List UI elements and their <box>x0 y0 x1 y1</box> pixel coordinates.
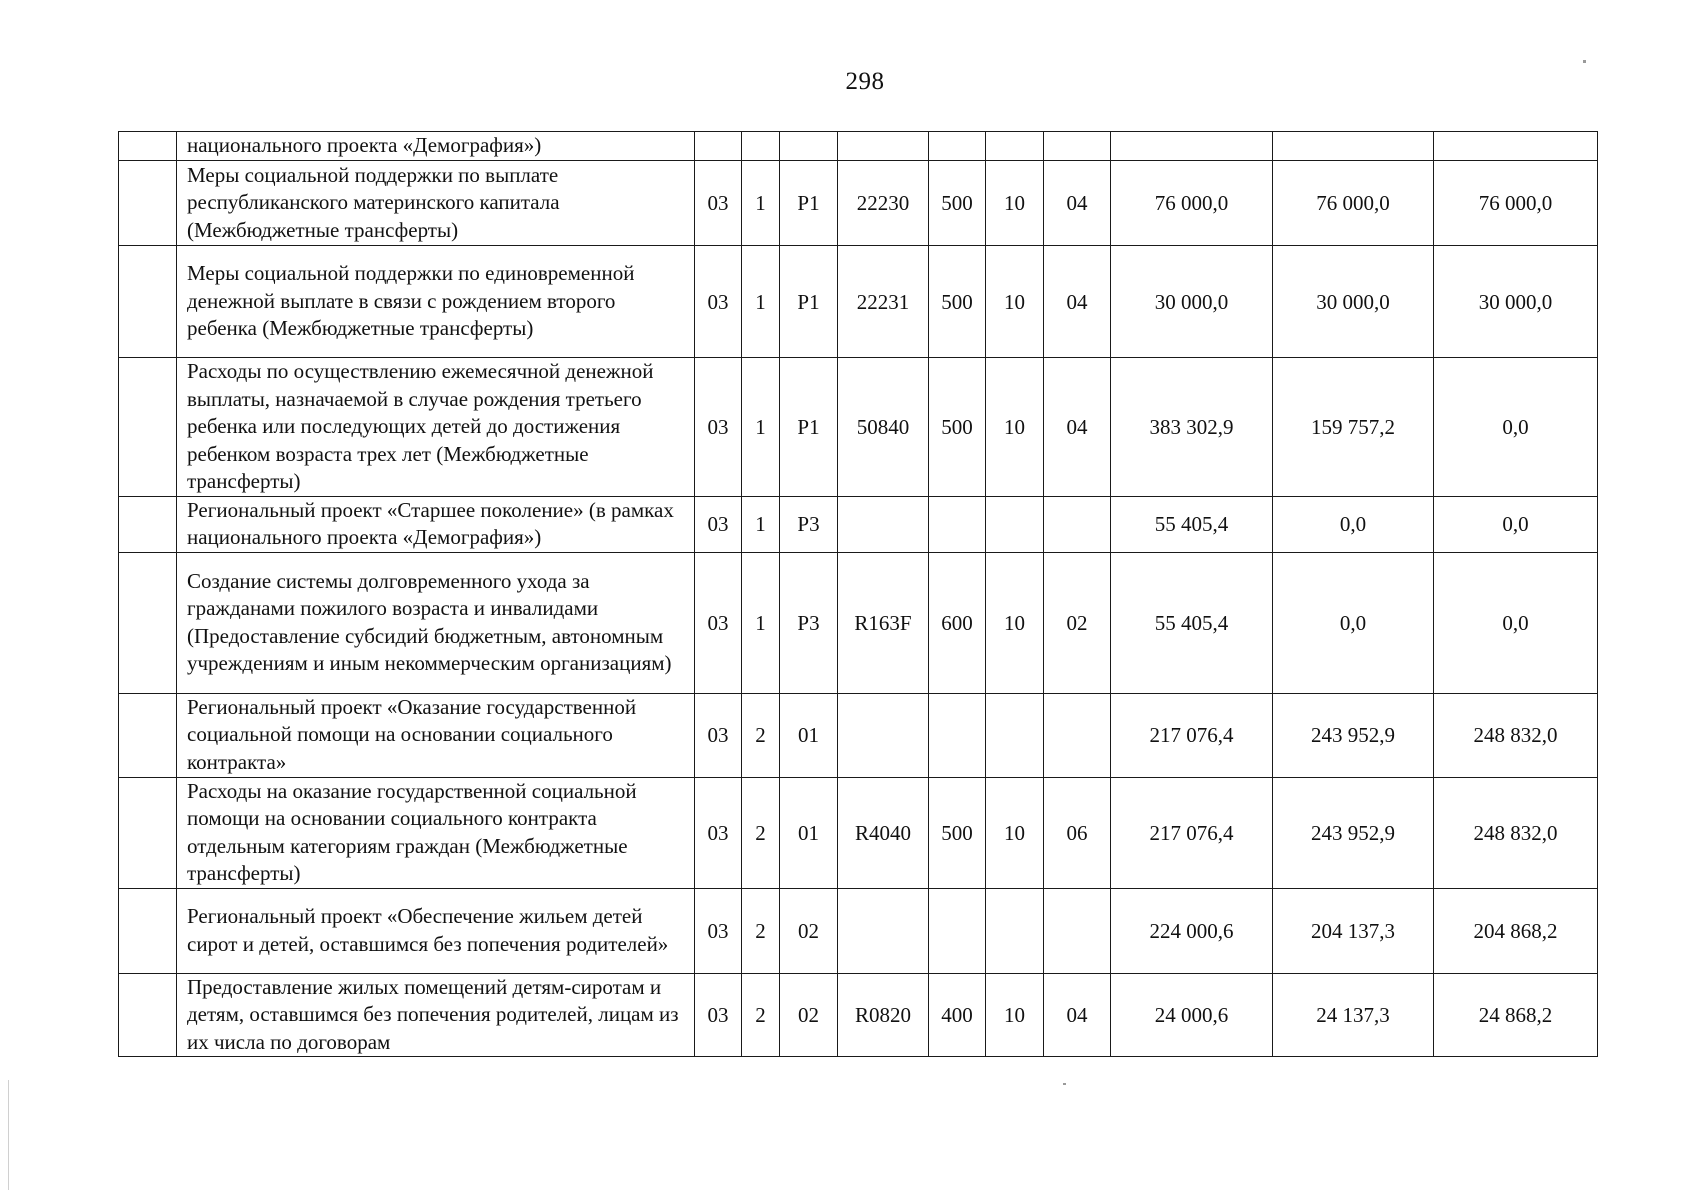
row-value-cell-c6 <box>986 888 1044 973</box>
row-value-cell-c3: 01 <box>780 777 838 888</box>
row-value-cell-v3: 76 000,0 <box>1434 161 1598 246</box>
row-value-cell-c7: 02 <box>1044 552 1111 693</box>
row-value-cell-c5: 500 <box>929 246 986 358</box>
row-value-cell-c3: P3 <box>780 552 838 693</box>
row-value-cell-c2: 1 <box>742 358 780 497</box>
row-value-cell-c3: P3 <box>780 496 838 552</box>
row-index-cell <box>119 496 177 552</box>
row-value-cell-c2: 2 <box>742 973 780 1057</box>
row-value-cell-v1: 383 302,9 <box>1111 358 1273 497</box>
row-value-cell-c4: R0820 <box>838 973 929 1057</box>
scan-speck <box>1583 60 1586 63</box>
row-value-cell-c5: 500 <box>929 777 986 888</box>
row-value-cell-c5: 400 <box>929 973 986 1057</box>
row-value-cell-c2: 1 <box>742 496 780 552</box>
row-value-cell-c2: 2 <box>742 777 780 888</box>
row-value-cell-c1: 03 <box>695 358 742 497</box>
row-value-cell-c6: 10 <box>986 358 1044 497</box>
row-index-cell <box>119 161 177 246</box>
row-index-cell <box>119 693 177 777</box>
row-value-cell-c6: 10 <box>986 777 1044 888</box>
row-value-cell-c4 <box>838 888 929 973</box>
row-value-cell-c4: 50840 <box>838 358 929 497</box>
row-value-cell-c2: 1 <box>742 552 780 693</box>
row-value-cell-c5: 600 <box>929 552 986 693</box>
row-name-cell: Меры социальной поддержки по выплате республиканского материнского капитала (Межбюджетные трансферты) <box>177 161 695 246</box>
row-value-cell-c7: 04 <box>1044 973 1111 1057</box>
row-value-cell-v2: 24 137,3 <box>1273 973 1434 1057</box>
row-value-cell-v3: 24 868,2 <box>1434 973 1598 1057</box>
row-value-cell-v2: 243 952,9 <box>1273 693 1434 777</box>
row-value-cell-v3: 0,0 <box>1434 496 1598 552</box>
row-value-cell-c2: 1 <box>742 161 780 246</box>
row-name-cell: Региональный проект «Старшее поколение» (в рамках национального проекта «Демография») <box>177 496 695 552</box>
table-row <box>119 777 1598 888</box>
row-index-cell <box>119 132 177 161</box>
row-value-cell-c3: 02 <box>780 888 838 973</box>
row-value-cell-v2: 243 952,9 <box>1273 777 1434 888</box>
row-value-cell-c2: 2 <box>742 888 780 973</box>
row-value-cell-c2 <box>742 132 780 161</box>
row-value-cell-c1: 03 <box>695 973 742 1057</box>
table-row <box>119 358 1598 497</box>
row-index-cell <box>119 552 177 693</box>
row-index-cell <box>119 973 177 1057</box>
row-value-cell-c4: R163F <box>838 552 929 693</box>
row-value-cell-c3: 02 <box>780 973 838 1057</box>
row-name-cell: Расходы по осуществлению ежемесячной денежной выплаты, назначаемой в случае рождения третьего ребенка или последующих детей до достижения ребенком возраста трех лет (Межбюджетные трансферты) <box>177 358 695 497</box>
table-row <box>119 246 1598 358</box>
row-value-cell-v3: 0,0 <box>1434 552 1598 693</box>
row-value-cell-c6: 10 <box>986 973 1044 1057</box>
row-value-cell-c4 <box>838 496 929 552</box>
table-row <box>119 888 1598 973</box>
row-value-cell-c1: 03 <box>695 693 742 777</box>
row-value-cell-c3: P1 <box>780 358 838 497</box>
row-value-cell-c6 <box>986 496 1044 552</box>
scan-edge-line <box>8 1080 9 1190</box>
row-value-cell-v2: 0,0 <box>1273 496 1434 552</box>
row-value-cell-v3: 30 000,0 <box>1434 246 1598 358</box>
row-value-cell-c7: 04 <box>1044 358 1111 497</box>
row-value-cell-c6: 10 <box>986 161 1044 246</box>
row-value-cell-v1: 55 405,4 <box>1111 552 1273 693</box>
row-value-cell-v1: 30 000,0 <box>1111 246 1273 358</box>
row-name-cell: Предоставление жилых помещений детям-сиротам и детям, оставшимся без попечения родителей, лицам из их числа по договорам <box>177 973 695 1057</box>
row-value-cell-v1: 224 000,6 <box>1111 888 1273 973</box>
scan-speck <box>1063 1083 1066 1085</box>
row-value-cell-c5: 500 <box>929 161 986 246</box>
row-value-cell-c4 <box>838 693 929 777</box>
row-name-cell: национального проекта «Демография») <box>177 132 695 161</box>
row-value-cell-c1: 03 <box>695 777 742 888</box>
row-value-cell-c5 <box>929 132 986 161</box>
row-value-cell-v2: 204 137,3 <box>1273 888 1434 973</box>
row-value-cell-c5 <box>929 693 986 777</box>
table-row <box>119 132 1598 161</box>
row-index-cell <box>119 246 177 358</box>
row-name-cell: Расходы на оказание государственной социальной помощи на основании социального контракта отдельным категориям граждан (Межбюджетные трансферты) <box>177 777 695 888</box>
row-value-cell-c6: 10 <box>986 246 1044 358</box>
row-value-cell-c6 <box>986 693 1044 777</box>
row-name-cell: Меры социальной поддержки по единовременной денежной выплате в связи с рождением второго ребенка (Межбюджетные трансферты) <box>177 246 695 358</box>
row-value-cell-v2: 159 757,2 <box>1273 358 1434 497</box>
row-value-cell-c3: 01 <box>780 693 838 777</box>
row-index-cell <box>119 777 177 888</box>
row-name-cell: Региональный проект «Обеспечение жильем детей сирот и детей, оставшимся без попечения родителей» <box>177 888 695 973</box>
row-value-cell-c5: 500 <box>929 358 986 497</box>
row-value-cell-c2: 2 <box>742 693 780 777</box>
row-value-cell-c1: 03 <box>695 552 742 693</box>
row-value-cell-c3: P1 <box>780 161 838 246</box>
row-value-cell-v1: 76 000,0 <box>1111 161 1273 246</box>
row-value-cell-c1 <box>695 132 742 161</box>
row-value-cell-c6 <box>986 132 1044 161</box>
row-value-cell-c4: 22230 <box>838 161 929 246</box>
table-row <box>119 693 1598 777</box>
row-value-cell-c3 <box>780 132 838 161</box>
row-value-cell-v1: 217 076,4 <box>1111 693 1273 777</box>
row-value-cell-v2: 30 000,0 <box>1273 246 1434 358</box>
row-value-cell-c1: 03 <box>695 161 742 246</box>
row-value-cell-c4 <box>838 132 929 161</box>
row-value-cell-v1: 55 405,4 <box>1111 496 1273 552</box>
row-name-cell: Создание системы долговременного ухода за гражданами пожилого возраста и инвалидами (Предоставление субсидий бюджетным, автономным учреждениям и иным некоммерческим организациям) <box>177 552 695 693</box>
row-value-cell-v3 <box>1434 132 1598 161</box>
row-value-cell-v2: 0,0 <box>1273 552 1434 693</box>
row-value-cell-c7 <box>1044 693 1111 777</box>
table-row <box>119 496 1598 552</box>
row-value-cell-v3: 248 832,0 <box>1434 693 1598 777</box>
row-value-cell-c7: 06 <box>1044 777 1111 888</box>
row-value-cell-c7 <box>1044 888 1111 973</box>
row-value-cell-c5 <box>929 496 986 552</box>
row-value-cell-v1: 24 000,6 <box>1111 973 1273 1057</box>
table-row <box>119 973 1598 1057</box>
row-value-cell-c5 <box>929 888 986 973</box>
table-row <box>119 161 1598 246</box>
row-value-cell-c4: 22231 <box>838 246 929 358</box>
budget-table <box>118 131 1598 1057</box>
table-body <box>119 132 1598 1057</box>
row-value-cell-v2 <box>1273 132 1434 161</box>
row-name-cell: Региональный проект «Оказание государственной социальной помощи на основании социального контракта» <box>177 693 695 777</box>
row-value-cell-v1: 217 076,4 <box>1111 777 1273 888</box>
page-number: 298 <box>845 68 885 95</box>
row-value-cell-c1: 03 <box>695 496 742 552</box>
table-row <box>119 552 1598 693</box>
row-value-cell-c2: 1 <box>742 246 780 358</box>
row-index-cell <box>119 888 177 973</box>
row-value-cell-v1 <box>1111 132 1273 161</box>
row-value-cell-c7 <box>1044 496 1111 552</box>
row-value-cell-c3: P1 <box>780 246 838 358</box>
row-value-cell-v3: 0,0 <box>1434 358 1598 497</box>
row-index-cell <box>119 358 177 497</box>
row-value-cell-c6: 10 <box>986 552 1044 693</box>
row-value-cell-v3: 204 868,2 <box>1434 888 1598 973</box>
row-value-cell-c7: 04 <box>1044 161 1111 246</box>
row-value-cell-v2: 76 000,0 <box>1273 161 1434 246</box>
row-value-cell-c7: 04 <box>1044 246 1111 358</box>
row-value-cell-v3: 248 832,0 <box>1434 777 1598 888</box>
row-value-cell-c7 <box>1044 132 1111 161</box>
row-value-cell-c1: 03 <box>695 888 742 973</box>
row-value-cell-c4: R4040 <box>838 777 929 888</box>
row-value-cell-c1: 03 <box>695 246 742 358</box>
